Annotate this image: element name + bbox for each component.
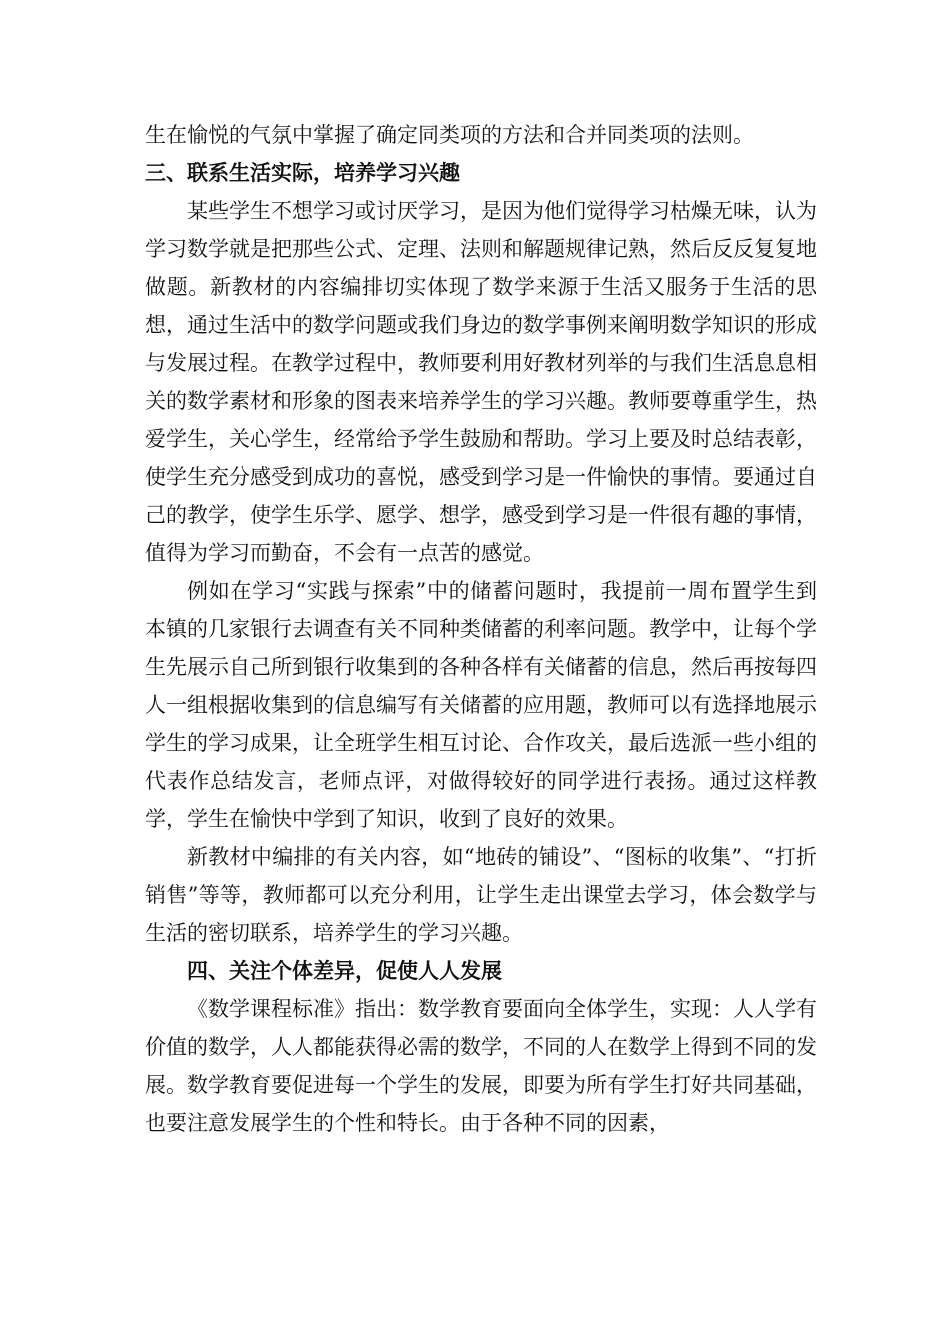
paragraph-3-3: 新教材中编排的有关内容，如“地砖的铺设”、“图标的收集”、“打折销售”等等，教师都可以充分利用，让学生走出课堂去学习，体会数学与生活的密切联系，培养学生的学习兴趣。 xyxy=(145,845,817,945)
section-heading-3: 三、联系生活实际，培养学习兴趣 xyxy=(145,161,460,185)
paragraph-4-1: 《数学课程标准》指出：数学教育要面向全体学生，实现：人人学有价值的数学，人人都能获得必需的数学，不同的人在数学上得到不同的发展。数学教育要促进每一个学生的发展，即要为所有学生打好共同基础，也要注意发展学生的个性和特长。由于各种不同的因素， xyxy=(145,997,817,1135)
section-heading-4: 四、关注个体差异，促使人人发展 xyxy=(187,959,502,983)
paragraph-3-2: 例如在学习“实践与探索”中的储蓄问题时，我提前一周布置学生到本镇的几家银行去调查有关不同种类储蓄的利率问题。教学中，让每个学生先展示自己所到银行收集到的各种各样有关储蓄的信息，然后再按每四人一组根据收集到的信息编写有关储蓄的应用题，教师可以有选择地展示学生的学习成果，让全班学生相互讨论、合作攻关，最后选派一些小组的代表作总结发言，老师点评，对做得较好的同学进行表扬。通过这样教学，学生在愉快中学到了知识，收到了良好的效果。 xyxy=(145,579,817,831)
carry-over-paragraph: 生在愉悦的气氛中掌握了确定同类项的方法和合并同类项的法则。 xyxy=(145,123,754,147)
paragraph-3-1: 某些学生不想学习或讨厌学习，是因为他们觉得学习枯燥无味，认为学习数学就是把那些公式、定理、法则和解题规律记熟，然后反反复复地做题。新教材的内容编排切实体现了数学来源于生活又服务于生活的思想，通过生活中的数学问题或我们身边的数学事例来阐明数学知识的形成与发展过程。在教学过程中，教师要利用好教材列举的与我们生活息息相关的数学素材和形象的图表来培养学生的学习兴趣。教师要尊重学生，热爱学生，关心学生，经常给予学生鼓励和帮助。学习上要及时总结表彰，使学生充分感受到成功的喜悦，感受到学习是一件愉快的事情。要通过自己的教学，使学生乐学、愿学、想学，感受到学习是一件很有趣的事情，值得为学习而勤奋，不会有一点苦的感觉。 xyxy=(145,199,817,565)
document-body xyxy=(145,116,817,1142)
